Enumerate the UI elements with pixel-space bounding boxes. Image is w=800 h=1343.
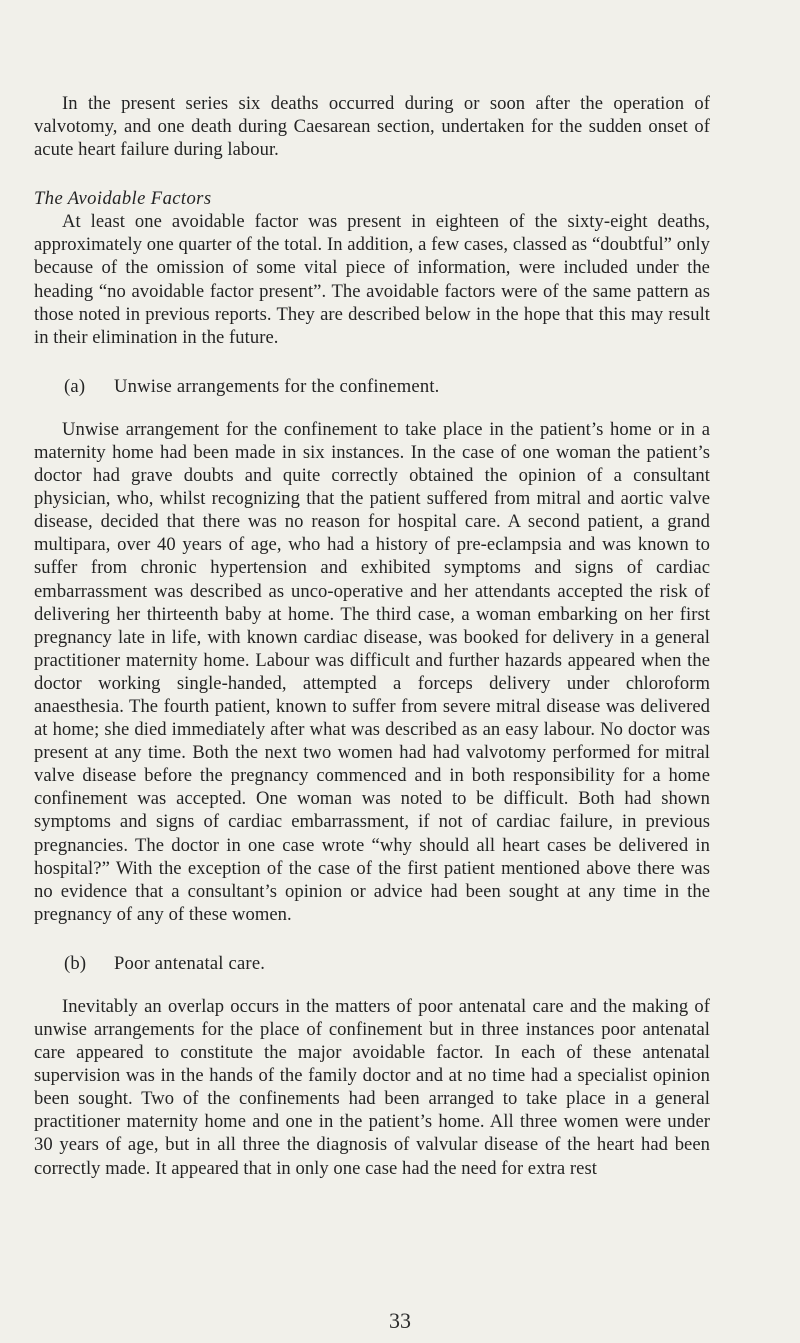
spacer: [34, 975, 710, 995]
subsection-a-paragraph: Unwise arrangement for the confinement to take place in the patient’s home or in a maternity home had been made in six instances. In the case of one woman the patient’s doctor had grave doubts and quite correctly obtained the opinion of a consultant physician, who, whilst recognizing that the patient suffered from mitral and aortic valve disease, decided that there was no reason for hospital care. A second patient, a grand multipara, over 40 years of age, who had a history of pre-eclampsia and was known to suffer from chronic hypertension and exhibited symptoms and signs of cardiac embarrassment was described as unco-operative and her attendants accepted the risk of delivering her thirteenth baby at home. The third case, a woman embarking on her first pregnancy late in life, with known cardiac disease, was booked for delivery in a general practitioner maternity home. Labour was difficult and further hazards appeared when the doctor working single-handed, attempted a forceps delivery under chloroform anaesthesia. The fourth patient, known to suffer from severe mitral disease was delivered at home; she died immediately after what was described as an easy labour. No doctor was present at any time. Both the next two women had had valvotomy performed for mitral valve disease before the pregnancy commenced and in both responsibility for a home confinement was accepted. One woman was noted to be difficult. Both had shown symptoms and signs of cardiac embarrassment, if not of cardiac failure, in previous pregnancies. The doctor in one case wrote “why should all heart cases be delivered in hospital?” With the exception of the case of the first patient mentioned above there was no evidence that a consultant’s opinion or advice had been sought at any time in the pregnancy of any of these women.: [34, 418, 710, 925]
spacer: [34, 161, 710, 187]
subsection-b-heading: [34, 952, 710, 975]
text-column: [34, 92, 710, 1180]
subsection-b-paragraph: Inevitably an overlap occurs in the matters of poor antenatal care and the making of unwise arrangements for the place of confinement but in three instances poor antenatal care appeared to constitute the major avoidable factor. In each of these antenatal supervision was in the hands of the family doctor and at no time had a specialist opinion been sought. Two of the confinements had been arranged to take place in a general practitioner maternity home and one in the patient’s home. All three women were under 30 years of age, but in all three the diagnosis of valvular disease of the heart had been correctly made. It appeared that in only one case had the need for extra rest: [34, 995, 710, 1179]
intro-paragraph: In the present series six deaths occurred during or soon after the operation of valvotomy, and one death during Caesarean section, undertaken for the sudden onset of acute heart failure during labour.: [34, 93, 710, 161]
subsection-a-marker: (a): [64, 375, 86, 397]
spacer: [34, 926, 710, 952]
subsection-a-title: Unwise arrangements for the confinement.: [114, 375, 440, 397]
subsection-b-marker: (b): [64, 952, 87, 974]
page-number: 33: [389, 1308, 411, 1333]
spacer: [34, 398, 710, 418]
subsection-a-heading: [34, 375, 710, 398]
avoidable-factors-paragraph: At least one avoidable factor was present in eighteen of the sixty-eight deaths, approximately one quarter of the total. In addition, a few cases, classed as “doubtful” only because of the omission of some vital piece of information, were included under the heading “no avoidable factor present”. The avoidable factors were of the same pattern as those noted in previous reports. They are described below in the hope that this may result in their elimination in the future.: [34, 211, 710, 348]
spacer: [34, 349, 710, 375]
section-heading: The Avoidable Factors: [34, 188, 212, 210]
subsection-b-title: Poor antenatal care.: [114, 952, 266, 974]
